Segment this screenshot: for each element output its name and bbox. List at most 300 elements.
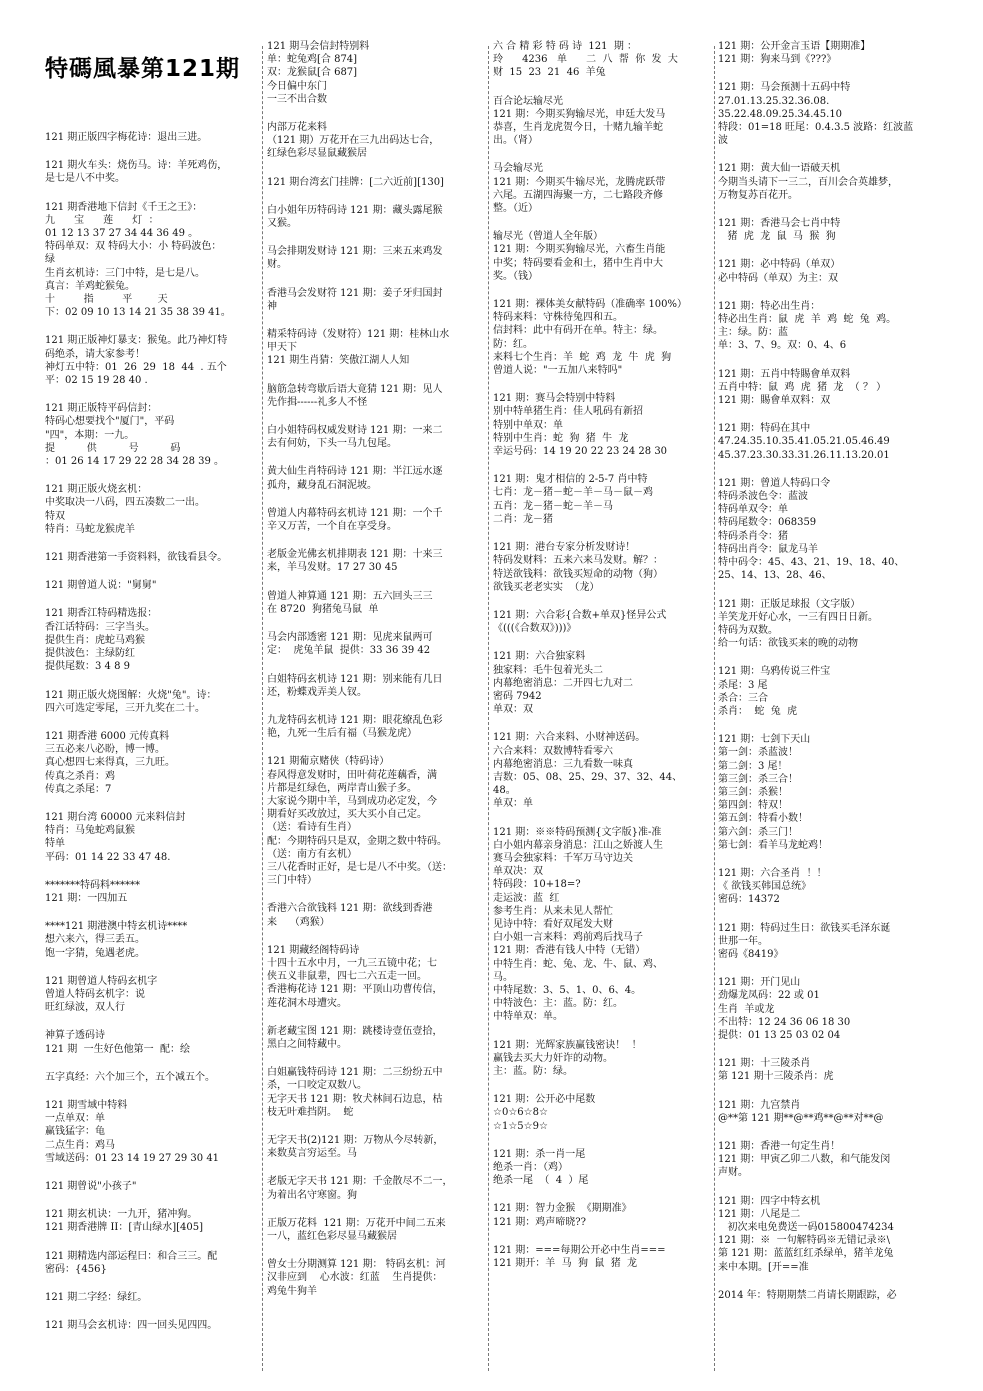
text-block: [718, 1289, 958, 1302]
text-block: [45, 1180, 260, 1193]
text-line: 曾道人神算通 121 期：五六回头三三: [267, 590, 433, 602]
column-divider: [262, 46, 263, 1371]
text-line: 二肖：龙－猪: [493, 513, 553, 525]
text-line: 下：02 09 10 13 14 21 35 38 39 41。: [45, 307, 231, 319]
text-line: 输尽光（曾道人全年版）: [493, 231, 603, 243]
text-block: [267, 40, 489, 106]
text-line: 波: [718, 135, 728, 147]
text-line: 六 合 精 彩 特 码 诗 121 期 ：: [493, 41, 638, 52]
text-line: 121 期：四字中特玄机: [718, 1195, 821, 1207]
text-line: 黄大仙生肖特码诗 121 期：半江远水逐: [267, 466, 443, 478]
text-line: 雪域送码：01 23 14 19 27 29 30 41: [45, 1152, 220, 1164]
text-line: 第一剑：杀蓝波！: [718, 747, 798, 759]
text-line: 单双：双: [493, 704, 533, 716]
text-line: 121 期：香港有钱人中特（无错）: [493, 945, 646, 957]
text-line: 密码 7942: [493, 690, 542, 702]
text-line: 马会排期发财诗 121 期：三来五来鸡发: [267, 246, 443, 258]
text-line: 121 期：八尾是二: [718, 1208, 801, 1220]
text-line: 先作揖------礼多人不怪: [267, 396, 368, 408]
text-line: 121 期二字经：绿红。: [45, 1292, 148, 1303]
text-line: 121 期：十三陵杀肖: [718, 1058, 811, 1070]
text-line: 121 期正版神灯暴支：猴兔。此乃神灯特: [45, 335, 228, 347]
text-block: [267, 465, 489, 491]
text-block: [45, 159, 260, 185]
text-line: 特单: [45, 838, 65, 850]
text-block: [493, 731, 718, 810]
text-block: [45, 1208, 260, 1234]
text-line: 老版金光佛玄机排期表 121 期：十来三: [267, 549, 443, 561]
text-line: 121 期香港 6000 元传真料: [45, 730, 170, 742]
text-line: 杀，一口咬定双数八。: [267, 1080, 367, 1092]
text-line: 内部万花来料: [267, 122, 327, 134]
text-line: ☆0☆6☆8☆: [493, 1107, 548, 1119]
text-line: 2014 年：特期期禁二肖请长期跟踪，必: [718, 1289, 897, 1301]
text-line: 单：蛇兔鸡[合 874]: [267, 54, 358, 66]
text-line: 121 期：公开必中尾数: [493, 1094, 596, 1106]
text-line: 特别中单双：单: [493, 419, 563, 431]
text-line: 中特单双：单。: [493, 1011, 563, 1023]
text-line: 无字天书(2)121 期：万物从今尽转新，: [267, 1134, 444, 1146]
text-line: 辛又万苦，一个自在享受身。: [267, 521, 397, 533]
text-block: [493, 650, 718, 716]
text-block: [267, 507, 489, 533]
text-block: [718, 976, 958, 1042]
text-line: 财 15 23 21 46 羊兔: [493, 67, 606, 79]
text-line: 121 期：香港马会七肖中特: [718, 218, 841, 230]
text-line: 特码来料：守株待兔四和五。: [493, 312, 623, 324]
text-line: 121 期葡京赌侠（特码诗）: [267, 756, 390, 768]
text-line: 白小姐内幕亲身消息：江山之娇渡人生: [493, 839, 663, 851]
text-line: 特码杀肖令：猪: [718, 530, 788, 542]
text-line: 三门中特）: [267, 875, 317, 887]
text-block: [267, 673, 489, 699]
text-block: [45, 551, 260, 564]
text-line: 见诗中特：看好双尾发大财: [493, 918, 613, 930]
text-line: 声财。: [718, 1167, 748, 1179]
text-line: 121 期：开门见山: [718, 977, 801, 989]
text-line: 汉非应到 心水波：红蓝 生肖提供：: [267, 1272, 443, 1284]
text-line: 六合来料：双数博特看零六: [493, 745, 613, 757]
text-block: [493, 230, 718, 283]
text-line: 特码单双令：单: [718, 504, 788, 516]
text-line: 第 121 期：蓝蓝红红杀绿单，猪羊龙兔: [718, 1248, 894, 1260]
text-block: [267, 755, 489, 887]
text-line: 121 期：※ 一句解特码※无错记录※\: [718, 1235, 890, 1247]
text-line: 神灯五中特：01 26 29 18 44 . 五个: [45, 361, 227, 373]
text-block: [493, 392, 718, 458]
text-line: 整。（近）: [493, 203, 538, 215]
text-line: 第七剑：看羊马龙蛇鸡！: [718, 839, 828, 851]
text-line: 主：绿。防：蓝: [718, 327, 788, 339]
text-line: 马。: [493, 971, 513, 983]
text-block: [45, 689, 260, 715]
text-line: 121 期：鬼才相信的 2-5-7 肖中特: [493, 474, 648, 486]
text-line: 杀肖： 蛇 兔 虎: [718, 705, 798, 717]
text-block: [45, 201, 260, 320]
text-line: 主：蓝。防：绿。: [493, 1066, 573, 1077]
text-line: 47.24.35.10.35.41.05.21.05.46.49: [718, 436, 890, 448]
text-line: 三八花香时正好，是七是八不中奖。（送：: [267, 861, 452, 873]
newsletter-sheet: [30, 40, 960, 1375]
text-block: [267, 424, 489, 450]
text-line: 中特尾数：3、5、1、0、6、4。: [493, 984, 642, 996]
text-line: （送：南方有玄机）: [267, 848, 357, 860]
text-line: @**第 121 期**@**鸡**@**对**@: [718, 1112, 884, 1124]
text-block: [718, 368, 958, 408]
text-line: 特码发财料：五来六来马发财。解？：: [493, 555, 663, 567]
text-line: 《(((《合数双》)))》: [493, 623, 577, 635]
text-line: 121 期香港地下信封《千王之王》：: [45, 201, 203, 213]
text-line: 121 期：特必出生肖：: [718, 300, 821, 312]
text-block: [45, 811, 260, 864]
text-block: [493, 609, 718, 635]
text-line: 121 期：乌鸦传说三件宝: [718, 666, 831, 678]
text-line: 赢钱猛字：龟: [45, 1126, 105, 1138]
text-line: 在 8720 狗猪兔马鼠 单: [267, 603, 379, 615]
text-block: [267, 204, 489, 230]
text-line: 马会输尽光: [493, 163, 543, 175]
text-line: 枝无叶难挡阴。 蛇: [267, 1106, 354, 1118]
text-block: [267, 714, 489, 740]
text-block: [718, 81, 958, 147]
text-line: 一三不出合数: [267, 93, 327, 105]
text-line: 生肖玄机诗：三门中特，是七是八。: [45, 267, 205, 279]
text-line: 平：02 15 19 28 40 .: [45, 375, 148, 387]
text-block: [718, 477, 958, 583]
text-line: 121 期精选内部运程曰：和合三三。配: [45, 1250, 218, 1262]
text-block: [718, 422, 958, 462]
text-line: 中奖；特码要看金和土，猪中生肖中大: [493, 257, 663, 269]
text-block: [267, 1066, 489, 1119]
text-line: 今期当头请下一三二，百川会合英雄梦，: [718, 176, 898, 188]
text-block: [493, 1093, 718, 1133]
text-line: 老版无字天书 121 期：千金散尽不二一，: [267, 1176, 453, 1188]
text-line: 莲花洞木母遭灾。: [267, 997, 347, 1009]
text-line: 121 期：甲寅乙卯二八数，和气能发闵: [718, 1154, 891, 1166]
text-block: [718, 40, 958, 66]
text-line: 九 宝 莲 灯 ：: [45, 214, 159, 226]
column-3: [493, 40, 718, 1375]
text-block: [718, 598, 958, 651]
text-line: 第三剑：杀三合！: [718, 773, 798, 785]
text-line: 大家说今期中羊，马到成功必定发，今: [267, 795, 437, 807]
text-line: 双：龙猴鼠[合 687]: [267, 67, 358, 79]
text-line: 特别中生肖：蛇 狗 猪 牛 龙: [493, 432, 629, 444]
text-line: 今日偏中东门: [267, 80, 327, 92]
text-line: 特码段：10+18=?: [493, 879, 581, 891]
text-block: [45, 1099, 260, 1165]
text-line: 新老藏宝图 121 期：跳楼诗壹伍壹拾，: [267, 1025, 443, 1037]
text-line: 121 期马会玄机诗：四一回头见四四。: [45, 1320, 218, 1332]
text-line: 四六可选定零尾，三开九奖在二十。: [45, 702, 205, 714]
text-line: ****121 期港澳中特玄机诗****: [45, 921, 188, 933]
text-block: [267, 1175, 489, 1201]
text-line: 无字天书 121 期：牧犬林间石边息，枯: [267, 1093, 443, 1105]
text-block: [718, 867, 958, 907]
text-line: 特码单双：双 特码大小：小 特码波色：: [45, 241, 222, 253]
text-line: 121 期：六合彩{合数+单双}怪异公式: [493, 609, 667, 621]
text-line: 奖。（钱）: [493, 270, 538, 282]
text-block: [267, 944, 489, 1010]
text-line: 《 欲钱买韩国总统》: [718, 881, 812, 893]
text-block: [493, 298, 718, 377]
text-line: 第四剑：特双！: [718, 800, 788, 812]
text-line: 防：红。: [493, 338, 533, 350]
text-line: 十 指 平 天: [45, 294, 168, 306]
text-line: 121 期：智力金猴 《期期准》: [493, 1203, 632, 1215]
text-block: [267, 121, 489, 161]
text-line: 饱一字猜，兔遇老虎。: [45, 947, 145, 959]
text-line: 幸运号码：14 19 20 22 23 24 28 30: [493, 446, 668, 458]
text-block: [45, 1291, 260, 1304]
text-block: [718, 162, 958, 202]
text-line: 121 期台湾玄门挂牌：[二六近前][130]: [267, 176, 444, 188]
text-line: 赛马会独家料：千军万马守边关: [493, 852, 633, 864]
text-line: 121 期雪域中特料: [45, 1099, 128, 1111]
text-line: 特送欲钱料：欲钱买短命的动物（狗）: [493, 568, 663, 580]
text-block: [45, 1029, 260, 1055]
text-line: 白小姐特码权威发财诗 121 期：一来二: [267, 425, 443, 437]
text-block: [493, 473, 718, 526]
text-line: 杀尾：3 尾: [718, 679, 768, 691]
text-line: 来中本期。[开==准: [718, 1261, 809, 1273]
text-block: [267, 383, 489, 409]
column-4: [718, 40, 958, 1375]
text-block: [718, 258, 958, 284]
text-line: 121 期香港牌 II：[青山绿水][405]: [45, 1222, 204, 1234]
text-line: 曾道人内幕特码玄机诗 121 期：一个千: [267, 507, 443, 519]
text-line: 121 期：七剑下天山: [718, 734, 811, 746]
text-line: *******特码料******: [45, 879, 140, 891]
text-line: 参考生肖：从来未见人帮忙: [493, 905, 613, 917]
text-line: 提 供 号 码: [45, 442, 181, 454]
text-line: 出。（肾）: [493, 135, 538, 147]
text-block: [45, 579, 260, 592]
text-block: [267, 902, 489, 928]
text-line: 特码杀波色令：蓝波: [718, 491, 808, 503]
text-line: 121 期：特码在其中: [718, 423, 811, 435]
text-line: 玲 4236 单 二 八 帮 你 发 大: [493, 54, 678, 66]
text-line: 不出特：12 24 36 06 18 30: [718, 1016, 851, 1028]
text-line: 48。: [493, 785, 516, 797]
text-line: 121 期：杀一肖一尾: [493, 1148, 586, 1160]
text-line: 传真之杀尾：7: [45, 783, 112, 795]
text-block: [45, 402, 260, 468]
text-line: 期看好买改放过，买大买小自己定。: [267, 809, 427, 821]
text-line: 提供：01 13 25 03 02 04: [718, 1029, 841, 1041]
text-line: 艳，九死一生后有福（马猴龙虎）: [267, 728, 417, 740]
text-line: 特肖：马兔蛇鸡鼠猴: [45, 825, 135, 837]
text-line: 绿: [45, 254, 55, 266]
text-line: 香港梅花诗 121 期：平顶山功曹传信，: [267, 984, 443, 996]
text-line: 内幕绝密消息：三九看数一味真: [493, 758, 633, 770]
text-line: 121 期：今期买狗输尽光，申廷大发马: [493, 108, 666, 120]
text-line: 密码：14372: [718, 894, 780, 906]
text-line: 甲天下: [267, 342, 297, 354]
text-line: 121 期：鸡声啼晓??: [493, 1216, 586, 1228]
text-line: 孤舟，藏身乱石洞泥坡。: [267, 479, 377, 491]
text-line: 正版万花料 121 期：万花开中间二五来: [267, 1217, 446, 1229]
text-line: 想六来六，得三丢五。: [45, 934, 145, 946]
text-line: 猪 虎 龙 鼠 马 猴 狗: [718, 231, 836, 243]
text-block: [45, 1071, 260, 1084]
text-line: 121 期：六合圣肖 ！！: [718, 867, 827, 879]
text-line: 羊笑龙开好心水，一三有四日日新。: [718, 611, 878, 623]
text-block: [267, 1217, 489, 1243]
text-line: 121 期：黄大仙一语破天机: [718, 163, 841, 175]
text-line: 121 期：六合来料、小财神送码。: [493, 732, 646, 744]
text-line: 27.01.13.25.32.36.08.: [718, 95, 830, 107]
text-line: 来 （鸡猴）: [267, 916, 330, 928]
text-line: 121 期：光辉家族赢钱密诀！ ！: [493, 1039, 642, 1051]
text-line: 来，羊马发财。17 27 30 45: [267, 562, 398, 574]
text-line: 神: [267, 300, 277, 312]
text-line: 单双决：双: [493, 866, 543, 878]
text-line: 绝杀一尾 （ 4 ）尾: [493, 1175, 589, 1187]
text-line: 万物复苏百花开。: [718, 189, 798, 201]
text-line: 鸡兔牛狗羊: [267, 1285, 317, 1297]
text-line: 单双：单: [493, 798, 533, 810]
text-line: 121 期生肖猜：笑傲江湖人人知: [267, 355, 410, 367]
text-line: 五肖：龙－猪－蛇－羊－马: [493, 500, 613, 512]
text-line: 121 期：港台专家分析发财诗！: [493, 542, 636, 554]
text-line: 特双: [45, 510, 65, 522]
text-line: 121 期曾说"小孩子": [45, 1180, 137, 1192]
text-line: 生肖 羊或龙: [718, 1003, 775, 1015]
text-line: 121 期：九宫禁肖: [718, 1099, 801, 1111]
text-block: [267, 287, 489, 313]
text-line: 马会内部透密 121 期：见虎来鼠两可: [267, 632, 433, 644]
text-line: 121 期正版火烧玄机：: [45, 484, 148, 496]
text-line: 精采特码诗（发财符）121 期：桂林山水: [267, 329, 450, 341]
text-line: 121 期台湾 60000 元来料信封: [45, 811, 186, 823]
text-line: 香港马会发财符 121 期：姜子牙归国封: [267, 287, 443, 299]
text-block: [45, 131, 260, 144]
text-block: [493, 1039, 718, 1079]
text-line: 为着出名守寒窗。狗: [267, 1189, 357, 1201]
text-line: 初次来电免费送一码015800474234: [718, 1222, 894, 1234]
text-block: [267, 1025, 489, 1051]
text-line: 春风得意发财时，田叶荷花莲藕香，满: [267, 769, 437, 781]
text-block: [493, 826, 718, 1024]
text-line: 必中特码（单双）为主：双: [718, 272, 838, 284]
text-line: 121 期：香港一句定生肖！: [718, 1141, 841, 1152]
text-block: [267, 1134, 489, 1160]
text-block: [718, 217, 958, 243]
text-line: 曾女士分期测算 121 期： 特码玄机：河: [267, 1259, 446, 1271]
text-block: [493, 40, 718, 80]
text-line: 121 期 一生好色他第一 配：绘: [45, 1043, 190, 1055]
text-line: 香港六合欲钱料 121 期：欲线到香港: [267, 903, 433, 915]
text-line: 121 期：※※特码预测{文字版}准-准: [493, 826, 662, 838]
text-line: 还，粉蝶戏弄美人钗。: [267, 686, 367, 698]
text-line: 121 期：一四加五: [45, 892, 128, 904]
text-block: [267, 328, 489, 368]
text-line: 吉数：05、08、25、29、37、32、44、: [493, 771, 683, 783]
text-line: 神算子透码诗: [45, 1030, 105, 1042]
text-line: 中特生肖：蛇、兔、龙、牛、鼠、鸡、: [493, 958, 663, 970]
text-line: 密码：{456}: [45, 1263, 107, 1275]
text-line: 真言：羊鸡蛇猴兔。: [45, 280, 135, 292]
text-line: 欲钱买老老实实 （龙）: [493, 581, 600, 593]
text-line: 世那一年。: [718, 935, 768, 947]
text-block: [493, 1244, 718, 1270]
text-line: 121 期：六合独家料: [493, 651, 586, 663]
text-line: 走运波：蓝 红: [493, 892, 560, 904]
text-block: [493, 1202, 718, 1228]
text-line: 121 期：马会预测十五码中特: [718, 82, 851, 94]
text-line: 传真之杀肖：鸡: [45, 770, 115, 782]
text-line: 121 期：曾道人特码口令: [718, 477, 831, 489]
text-line: 片都是红绿色，两岸青山猴子多。: [267, 782, 417, 794]
text-line: 121 期香港第一手资料料，欲钱看县令。: [45, 552, 228, 564]
text-block: [267, 548, 489, 574]
text-line: 特码为双数。: [718, 624, 778, 636]
text-line: 侠五义非鼠辈，四七二六五走一回。: [267, 971, 427, 983]
text-block: [267, 176, 489, 189]
text-line: 是七是八不中奖。: [45, 173, 125, 185]
text-line: 121 期正版四字梅花诗：退出三进。: [45, 132, 208, 143]
text-line: 定： 虎兔羊鼠 提供：33 36 39 42: [267, 645, 431, 657]
text-line: 121 期玄机诀：一九开，猪冲狗。: [45, 1209, 198, 1221]
text-block: [718, 665, 958, 718]
text-line: 旺红绿波，双人行: [45, 1002, 125, 1014]
text-line: 121 期：裸体美女献特码（准确率 100%）: [493, 299, 688, 311]
text-line: 白姐赢钱特码诗 121 期：二三纷纷五中: [267, 1067, 443, 1079]
text-block: [267, 245, 489, 271]
text-line: 七肖：龙－猪－蛇－羊－马－鼠－鸡: [493, 487, 653, 499]
text-block: [718, 1099, 958, 1125]
text-block: [45, 879, 260, 905]
text-block: [45, 1250, 260, 1276]
text-line: 杀合：三合: [718, 692, 768, 704]
text-line: 121 期正版火烧图解：火烧"兔"。诗：: [45, 689, 217, 701]
text-line: 45.37.23.30.33.31.26.11.13.20.01: [718, 449, 890, 461]
text-line: 121 期开：羊 马 狗 鼠 猪 龙: [493, 1258, 638, 1270]
text-line: 01 12 13 37 27 34 44 36 49 。: [45, 228, 199, 240]
text-line: 第 121 期十三陵杀肖：虎: [718, 1071, 834, 1083]
text-line: 提供波色：主绿防红: [45, 648, 135, 660]
text-line: 特段：01=18 旺尾：0.4.3.5 波路：红波蓝: [718, 122, 914, 134]
text-line: 35.22.48.09.25.34.45.10: [718, 108, 843, 120]
text-line: 白姐特码玄机诗 121 期：别来能有几日: [267, 673, 443, 685]
text-line: 来数莫言穷运至。马: [267, 1148, 357, 1160]
text-line: 特中码令：45、43、21、19、18、40、: [718, 557, 905, 569]
text-line: 121 期火车头：烧伤马。诗：羊死鸡伤，: [45, 160, 228, 172]
text-line: 第三剑：杀猴！: [718, 786, 788, 798]
text-line: 百合论坛输尽光: [493, 95, 563, 107]
text-line: 121 期香江特码精选报：: [45, 608, 158, 620]
column-1: [45, 40, 260, 1375]
text-block: [493, 162, 718, 215]
text-line: 121 期：公开金言玉语【期期准】: [718, 41, 871, 52]
text-line: 121 期正版特平码信封：: [45, 403, 158, 415]
text-line: 特码出肖令：鼠龙马羊: [718, 543, 818, 555]
text-block: [718, 733, 958, 852]
text-line: （121 期）万花开在三九出码达七合，: [267, 135, 440, 147]
text-line: ☆1☆5☆9☆: [493, 1120, 548, 1132]
text-block: [45, 483, 260, 536]
text-line: 五字真经：六个加三个，五个减五个。: [45, 1071, 215, 1083]
text-line: 红绿色彩尽显鼠藏猴居: [267, 148, 367, 160]
text-line: 黑白之间特藏中。: [267, 1038, 347, 1050]
text-line: 平码：01 14 22 33 47 48.: [45, 851, 171, 863]
text-line: 三五必来八必盼，博一博。: [45, 744, 165, 756]
text-line: 第六剑：杀三门！: [718, 826, 798, 838]
text-line: 特必出生肖：鼠 虎 羊 鸡 蛇 兔 鸡。: [718, 314, 897, 326]
text-line: 白小姐一言来料：鸡前鸡后找马子: [493, 932, 643, 944]
text-block: [45, 920, 260, 960]
